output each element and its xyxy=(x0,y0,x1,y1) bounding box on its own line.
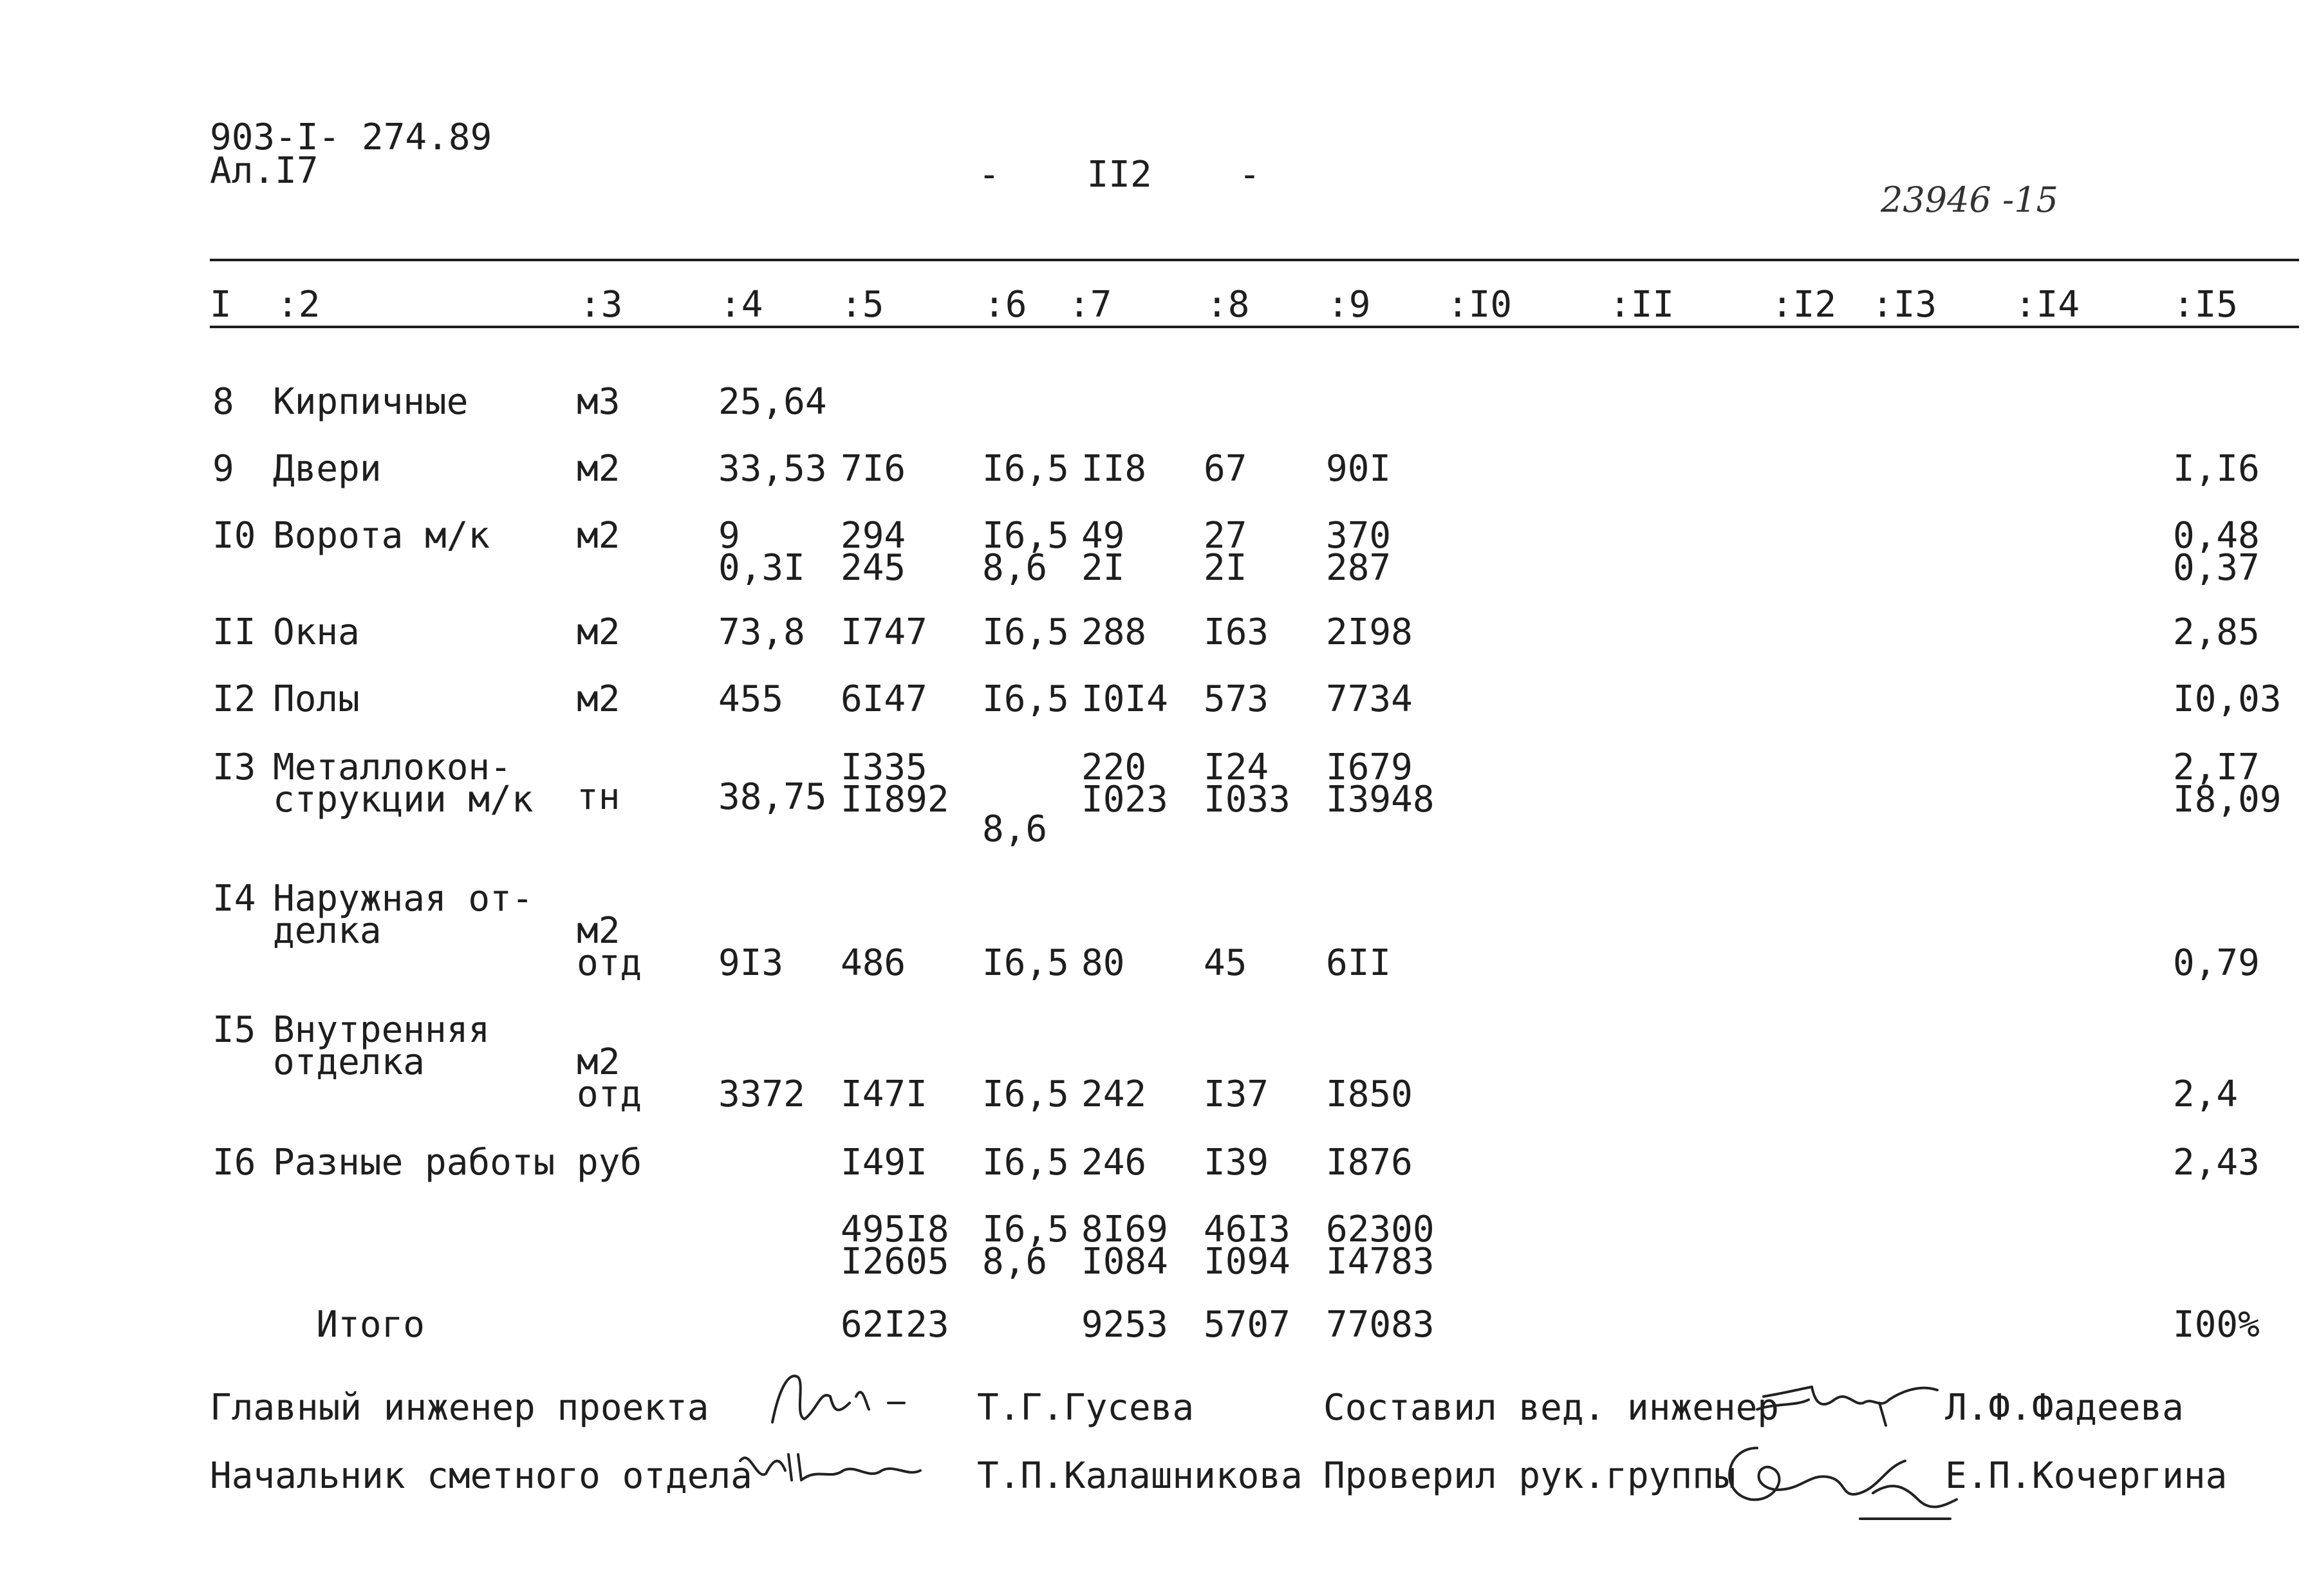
row-col6: I6,5 8,6 xyxy=(982,515,1069,589)
row-number: II xyxy=(212,611,256,653)
row-unit: м2 отд xyxy=(577,910,642,984)
row-col7: 49 2I xyxy=(1081,515,1125,589)
row-number: 9 xyxy=(212,448,234,490)
sheet-number: Ал.I7 xyxy=(210,150,319,192)
row-col6: I6,5 xyxy=(982,942,1069,984)
row-col7: 8I69 I084 xyxy=(1081,1209,1168,1283)
row-col8: I63 xyxy=(1204,611,1269,653)
compiled-name: Л.Ф.Фадеева xyxy=(1945,1387,2184,1429)
row-unit: м2 xyxy=(577,611,620,653)
column-header-12: :I2 xyxy=(1771,284,1837,326)
column-header-9: :9 xyxy=(1327,284,1371,326)
row-col9: I876 xyxy=(1326,1142,1413,1183)
row-quantity: 73,8 xyxy=(718,611,805,653)
row-unit: м2 xyxy=(577,678,620,720)
column-header-4: :4 xyxy=(720,284,763,326)
row-number: I3 xyxy=(212,747,256,788)
row-col7: 80 xyxy=(1081,942,1125,984)
row-col6: I6,5 xyxy=(982,1073,1069,1115)
row-unit: м3 xyxy=(577,381,620,423)
row-col7: 246 xyxy=(1081,1142,1147,1183)
row-quantity: 3372 xyxy=(718,1073,805,1115)
row-col15: 2,4 xyxy=(2173,1073,2239,1115)
row-number: I0 xyxy=(212,515,256,557)
row-col15: I0,03 xyxy=(2173,678,2282,720)
row-col8: 67 xyxy=(1204,448,1247,490)
row-col9: 77083 xyxy=(1326,1304,1435,1346)
row-col6: I6,5 xyxy=(982,1142,1069,1183)
row-quantity: 455 xyxy=(718,678,784,720)
row-col7: I0I4 xyxy=(1081,678,1168,720)
row-col5: 7I6 xyxy=(841,448,906,490)
row-name: Разные работы xyxy=(273,1142,555,1183)
row-col5: I747 xyxy=(841,611,927,653)
compiled-signature xyxy=(1751,1371,1944,1429)
archive-number: 23946 -15 xyxy=(1881,180,2058,220)
row-name: Итого xyxy=(273,1304,425,1346)
row-col15: I,I6 xyxy=(2173,448,2260,490)
row-col8: 5707 xyxy=(1204,1304,1290,1346)
head-estimate-name: Т.П.Калашникова xyxy=(977,1455,1303,1497)
row-col9: 6II xyxy=(1326,942,1392,984)
row-name: Наружная от- делка xyxy=(273,878,534,952)
row-col9: I850 xyxy=(1326,1073,1413,1115)
row-col8: 46I3 I094 xyxy=(1204,1209,1290,1283)
row-col7: 9253 xyxy=(1081,1304,1168,1346)
row-col5: 6I47 xyxy=(841,678,927,720)
row-col6: I6,5 xyxy=(982,448,1069,490)
checked-label: Проверил рук.группы xyxy=(1323,1455,1736,1497)
row-col6: 8,6 xyxy=(982,808,1048,850)
row-col5: 294 245 xyxy=(841,515,906,589)
doc-code: 903-I- 274.89 xyxy=(210,116,492,158)
column-header-10: :I0 xyxy=(1447,284,1513,326)
row-number: I4 xyxy=(212,878,256,920)
row-name: Кирпичные xyxy=(273,381,469,423)
column-header-15: :I5 xyxy=(2173,284,2239,326)
row-name: Полы xyxy=(273,678,360,720)
header-rule-top xyxy=(210,259,2299,261)
row-col8: 573 xyxy=(1204,678,1269,720)
row-col6: I6,5 xyxy=(982,611,1069,653)
column-header-5: :5 xyxy=(841,284,884,326)
column-header-14: :I4 xyxy=(2015,284,2080,326)
row-col15: 2,85 xyxy=(2173,611,2260,653)
row-col6: I6,5 xyxy=(982,678,1069,720)
row-col9: 370 287 xyxy=(1326,515,1392,589)
row-col9: 90I xyxy=(1326,448,1392,490)
checked-name: Е.П.Кочергина xyxy=(1945,1455,2228,1497)
row-col7: II8 xyxy=(1081,448,1147,490)
row-number: I6 xyxy=(212,1142,256,1183)
row-col7: 242 xyxy=(1081,1073,1147,1115)
row-quantity: 38,75 xyxy=(718,776,827,818)
row-col8: I24 I033 xyxy=(1204,747,1290,821)
row-col5: 495I8 I2605 xyxy=(841,1209,949,1283)
column-header-11: :II xyxy=(1609,284,1675,326)
row-number: I5 xyxy=(212,1009,256,1051)
header-rule-bottom xyxy=(210,326,2299,328)
row-col7: 220 I023 xyxy=(1081,747,1168,821)
row-unit: м2 отд xyxy=(577,1041,642,1115)
row-col15: 0,48 0,37 xyxy=(2173,515,2260,589)
row-name: Окна xyxy=(273,611,360,653)
row-col8: 27 2I xyxy=(1204,515,1247,589)
column-header-2: :2 xyxy=(277,284,321,326)
row-col5: I47I xyxy=(841,1073,927,1115)
row-unit: тн xyxy=(577,776,620,818)
row-col8: I39 xyxy=(1204,1142,1269,1183)
row-name: Металлокон- струкции м/к xyxy=(273,747,534,821)
chief-engineer-signature xyxy=(759,1364,908,1435)
head-estimate-label: Начальник сметного отдела xyxy=(210,1455,752,1497)
row-unit: руб xyxy=(577,1142,642,1183)
row-quantity: 9I3 xyxy=(718,942,784,984)
column-header-3: :3 xyxy=(579,284,623,326)
column-header-7: :7 xyxy=(1068,284,1112,326)
page-number: - II2 - xyxy=(978,154,1261,196)
row-unit: м2 xyxy=(577,448,620,490)
row-col8: I37 xyxy=(1204,1073,1269,1115)
column-header-1: I xyxy=(210,284,232,326)
chief-engineer-label: Главный инженер проекта xyxy=(210,1387,709,1429)
column-header-6: :6 xyxy=(983,284,1027,326)
row-col9: 7734 xyxy=(1326,678,1413,720)
row-col7: 288 xyxy=(1081,611,1147,653)
row-col15: I00% xyxy=(2173,1304,2260,1346)
row-number: I2 xyxy=(212,678,256,720)
compiled-label: Составил вед. инженер xyxy=(1323,1387,1780,1429)
row-col9: 2I98 xyxy=(1326,611,1413,653)
row-col5: I335 II892 xyxy=(841,747,949,821)
row-col9: I679 I3948 xyxy=(1326,747,1435,821)
row-col5: I49I xyxy=(841,1142,927,1183)
chief-engineer-name: Т.Г.Гусева xyxy=(977,1387,1195,1429)
column-header-8: :8 xyxy=(1206,284,1250,326)
row-col8: 45 xyxy=(1204,942,1247,984)
row-col6: I6,5 8,6 xyxy=(982,1209,1069,1283)
row-name: Ворота м/к xyxy=(273,515,490,557)
row-name: Двери xyxy=(273,448,382,490)
column-header-13: :I3 xyxy=(1872,284,1937,326)
row-col15: 0,79 xyxy=(2173,942,2260,984)
row-unit: м2 xyxy=(577,515,620,557)
row-col5: 62I23 xyxy=(841,1304,949,1346)
row-quantity: 33,53 xyxy=(718,448,827,490)
row-number: 8 xyxy=(212,381,234,423)
head-estimate-signature xyxy=(734,1435,927,1493)
row-col15: 2,I7 I8,09 xyxy=(2173,747,2282,821)
row-quantity: 25,64 xyxy=(718,381,827,423)
checked-signature xyxy=(1712,1429,1970,1538)
row-col5: 486 xyxy=(841,942,906,984)
row-name: Внутренняя отделка xyxy=(273,1009,490,1083)
row-col15: 2,43 xyxy=(2173,1142,2260,1183)
row-col9: 62300 I4783 xyxy=(1326,1209,1435,1283)
row-quantity: 9 0,3I xyxy=(718,515,805,589)
